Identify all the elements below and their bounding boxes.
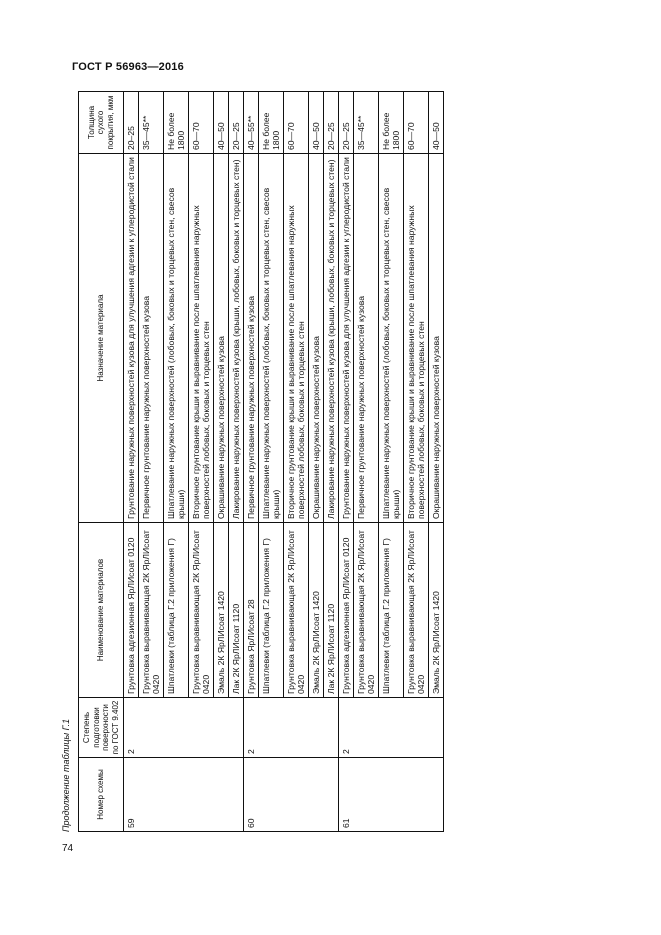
material-cell: Грунтовка выравнивающая 2К ЯрЛИсоат 0420 [354,523,379,698]
preparation-degree-cell: 2 [339,698,444,758]
rotated-table-area [61,92,607,832]
purpose-cell: Первичное грунтование наружных поверхностей кузова [139,154,164,523]
thickness-cell: 40—50 [429,92,444,154]
thickness-cell: 40—55** [244,92,259,154]
coating-schemes-table [78,91,444,832]
standard-header: ГОСТ Р 56963—2016 [72,61,184,73]
purpose-cell: Лакирование наружных поверхностей кузова (крыши, лобовых, боковых и торцевых стен) [324,154,339,523]
material-cell: Лак 2К ЯрЛИсоат 1120 [324,523,339,698]
thickness-cell: 40—50 [309,92,324,154]
preparation-degree-cell: 2 [124,698,244,758]
purpose-cell: Первичное грунтование наружных поверхностей кузова [354,154,379,523]
material-cell: Лак 2К ЯрЛИсоат 1120 [229,523,244,698]
material-cell: Эмаль 2К ЯрЛИсоат 1420 [309,523,324,698]
material-cell: Грунтовка ЯрЛИсоат 28 [244,523,259,698]
material-cell: Шпатлевки (таблица Г.2 приложения Г) [164,523,189,698]
thickness-cell: 60—70 [404,92,429,154]
thickness-cell: Не более 1800 [259,92,284,154]
purpose-cell: Шпатлевание наружных поверхностей (лобовых, боковых и торцевых стен, свесов крыши) [379,154,404,523]
material-cell: Грунтовка выравнивающая 2К ЯрЛИсоат 0420 [404,523,429,698]
thickness-cell: 20—25 [229,92,244,154]
purpose-cell: Грунтование наружных поверхностей кузова для улучшения адгезии к углеродистой стали [124,154,139,523]
table-header-row [79,92,124,832]
material-cell: Эмаль 2К ЯрЛИсоат 1420 [429,523,444,698]
material-cell: Шпатлевки (таблица Г.2 приложения Г) [259,523,284,698]
scheme-number-cell: 59 [124,758,244,832]
table-row [339,92,354,832]
column-header-scheme: Номер схемы [79,758,124,832]
column-header-purpose: Назначение материала [79,154,124,523]
thickness-cell: 35—45** [354,92,379,154]
purpose-cell: Первичное грунтование наружных поверхностей кузова [244,154,259,523]
material-cell: Шпатлевки (таблица Г.2 приложения Г) [379,523,404,698]
scheme-number-cell: 61 [339,758,444,832]
page-number: 74 [62,843,74,854]
material-cell: Грунтовка выравнивающая 2К ЯрЛИсоат 0420 [284,523,309,698]
purpose-cell: Лакирование наружных поверхностей кузова (крыши, лобовых, боковых и торцевых стен) [229,154,244,523]
table-row [124,92,139,832]
column-header-thickness: Толщина сухого покрытия, мкм [79,92,124,154]
thickness-cell: 20—25 [324,92,339,154]
purpose-cell: Шпатлевание наружных поверхностей (лобовых, боковых и торцевых стен, свесов крыши) [259,154,284,523]
material-cell: Эмаль 2К ЯрЛИсоат 1420 [214,523,229,698]
thickness-cell: 35—45** [139,92,164,154]
material-cell: Грунтовка выравнивающая 2К ЯрЛИсоат 0420 [139,523,164,698]
preparation-degree-cell: 2 [244,698,339,758]
purpose-cell: Окрашивание наружных поверхностей кузова [309,154,324,523]
column-header-material: Наименование материалов [79,523,124,698]
purpose-cell: Окрашивание наружных поверхностей кузова [429,154,444,523]
purpose-cell: Шпатлевание наружных поверхностей (лобовых, боковых и торцевых стен, свесов крыши) [164,154,189,523]
purpose-cell: Вторичное грунтование крыши и выравнивание после шпатлевания наружных поверхностей лобовых, боковых и торцевых стен [189,154,214,523]
column-header-degree: Степень подготовки поверхности по ГОСТ 9.402 [79,698,124,758]
thickness-cell: Не более 1800 [164,92,189,154]
material-cell: Грунтовка адгезионная ЯрЛИсоат 0120 [124,523,139,698]
thickness-cell: 20–25 [124,92,139,154]
thickness-cell: 40—50 [214,92,229,154]
purpose-cell: Грунтование наружных поверхностей кузова для улучшения адгезии к углеродистой стали [339,154,354,523]
table-row [244,92,259,832]
thickness-cell: Не более 1800 [379,92,404,154]
table-caption: Продолжение таблицы Г.1 [61,718,71,832]
purpose-cell: Вторичное грунтование крыши и выравнивание после шпатлевания наружных поверхностей лобовых, боковых и торцевых стен [284,154,309,523]
purpose-cell: Вторичное грунтование крыши и выравнивание после шпатлевания наружных поверхностей лобовых, боковых и торцевых стен [404,154,429,523]
material-cell: Грунтовка выравнивающая 2К ЯрЛИсоат 0420 [189,523,214,698]
material-cell: Грунтовка адгезионная ЯрЛИсоат 0120 [339,523,354,698]
purpose-cell: Окрашивание наружных поверхностей кузова [214,154,229,523]
thickness-cell: 60—70 [189,92,214,154]
table-body [124,92,444,832]
thickness-cell: 60—70 [284,92,309,154]
thickness-cell: 20—25 [339,92,354,154]
scheme-number-cell: 60 [244,758,339,832]
